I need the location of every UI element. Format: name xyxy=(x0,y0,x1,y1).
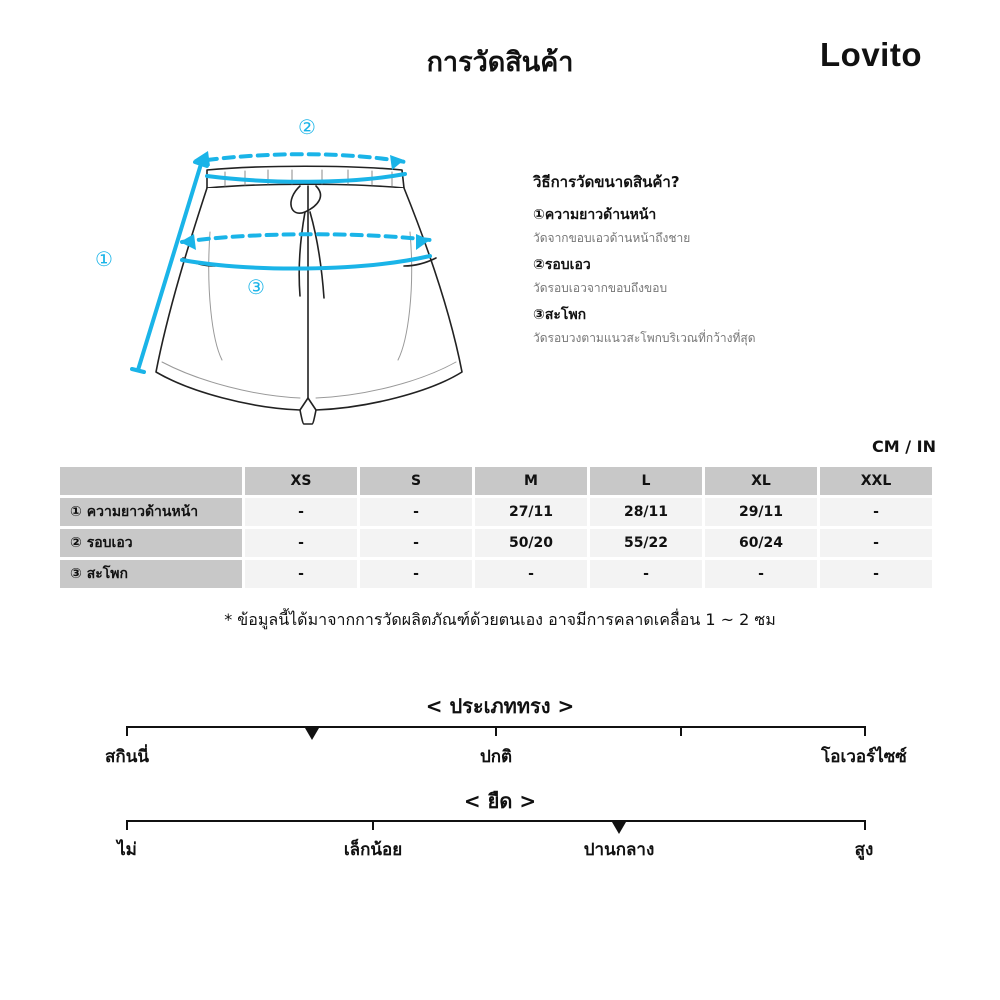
stretch-scale-tick xyxy=(864,820,866,830)
fit-scale-tick xyxy=(126,726,128,736)
stretch-label-none: ไม่ xyxy=(117,840,137,860)
table-cell: - xyxy=(705,560,817,588)
size-header-xxl: XXL xyxy=(820,467,932,495)
table-cell: - xyxy=(820,498,932,526)
stretch-scale-tick xyxy=(126,820,128,830)
fit-label-regular: ปกติ xyxy=(479,747,513,767)
size-header-m: M xyxy=(475,467,587,495)
table-cell: - xyxy=(360,560,472,588)
fit-scale-tick xyxy=(495,726,497,736)
table-row xyxy=(60,529,932,557)
table-cell: 29/11 xyxy=(705,498,817,526)
table-header-row xyxy=(60,467,932,495)
measurement-instructions xyxy=(533,170,963,350)
fit-label-skinny: สกินนี่ xyxy=(105,747,149,767)
instruction-length-title: ①ความยาวด้านหน้า xyxy=(533,207,657,223)
fit-scale-tick xyxy=(680,726,682,736)
table-cell: - xyxy=(245,560,357,588)
fit-scale-marker xyxy=(305,728,319,740)
table-cell: - xyxy=(360,529,472,557)
stretch-scale-line xyxy=(126,820,866,822)
stretch-label-medium: ปานกลาง xyxy=(583,840,655,860)
size-header-s: S xyxy=(360,467,472,495)
table-cell: - xyxy=(475,560,587,588)
instruction-waist-title: ②รอบเอว xyxy=(533,257,591,273)
row-label-waist: ② รอบเอว xyxy=(60,529,242,557)
size-header-xs: XS xyxy=(245,467,357,495)
size-header-l: L xyxy=(590,467,702,495)
table-cell: 60/24 xyxy=(705,529,817,557)
label-length-number: ① xyxy=(95,247,113,271)
table-corner-cell xyxy=(60,467,242,495)
row-label-hip: ③ สะโพก xyxy=(60,560,242,588)
unit-label: CM / IN xyxy=(872,437,936,456)
instructions-heading: วิธีการวัดขนาดสินค้า? xyxy=(533,173,680,191)
instruction-hip-desc: วัดรอบวงตามแนวสะโพกบริเวณที่กว้างที่สุด xyxy=(533,331,756,345)
brand-logo: Lovito xyxy=(820,36,922,73)
instruction-waist-desc: วัดรอบเอวจากขอบถึงขอบ xyxy=(533,281,668,295)
page-title: การวัดสินค้า xyxy=(426,47,574,78)
table-cell: - xyxy=(360,498,472,526)
instruction-hip-title: ③สะโพก xyxy=(533,307,587,323)
stretch-scale-marker xyxy=(612,822,626,834)
table-cell: - xyxy=(820,529,932,557)
size-header-xl: XL xyxy=(705,467,817,495)
table-cell: 50/20 xyxy=(475,529,587,557)
table-cell: - xyxy=(245,529,357,557)
instruction-length-desc: วัดจากขอบเอวด้านหน้าถึงชาย xyxy=(533,231,691,245)
row-label-length: ① ความยาวด้านหน้า xyxy=(60,498,242,526)
table-cell: - xyxy=(245,498,357,526)
table-cell: 28/11 xyxy=(590,498,702,526)
fit-scale-title: < ประเภททรง > xyxy=(425,694,575,718)
fit-scale-tick xyxy=(864,726,866,736)
label-waist-number: ② xyxy=(298,115,316,139)
fit-label-oversize: โอเวอร์ไซซ์ xyxy=(821,747,907,767)
table-row xyxy=(60,498,932,526)
measurement-note: * ข้อมูลนี้ได้มาจากการวัดผลิตภัณฑ์ด้วยตนเอง อาจมีการคลาดเคลื่อน 1 ~ 2 ซม xyxy=(224,610,776,629)
stretch-scale-title: < ยืด > xyxy=(463,789,537,813)
stretch-label-high: สูง xyxy=(854,840,874,860)
stretch-scale-tick xyxy=(372,820,374,830)
table-cell: - xyxy=(820,560,932,588)
table-cell: 55/22 xyxy=(590,529,702,557)
size-chart-table xyxy=(57,464,935,591)
label-hip-number: ③ xyxy=(247,275,265,299)
table-cell: 27/11 xyxy=(475,498,587,526)
table-row xyxy=(60,560,932,588)
table-cell: - xyxy=(590,560,702,588)
stretch-label-slight: เล็กน้อย xyxy=(343,840,403,860)
